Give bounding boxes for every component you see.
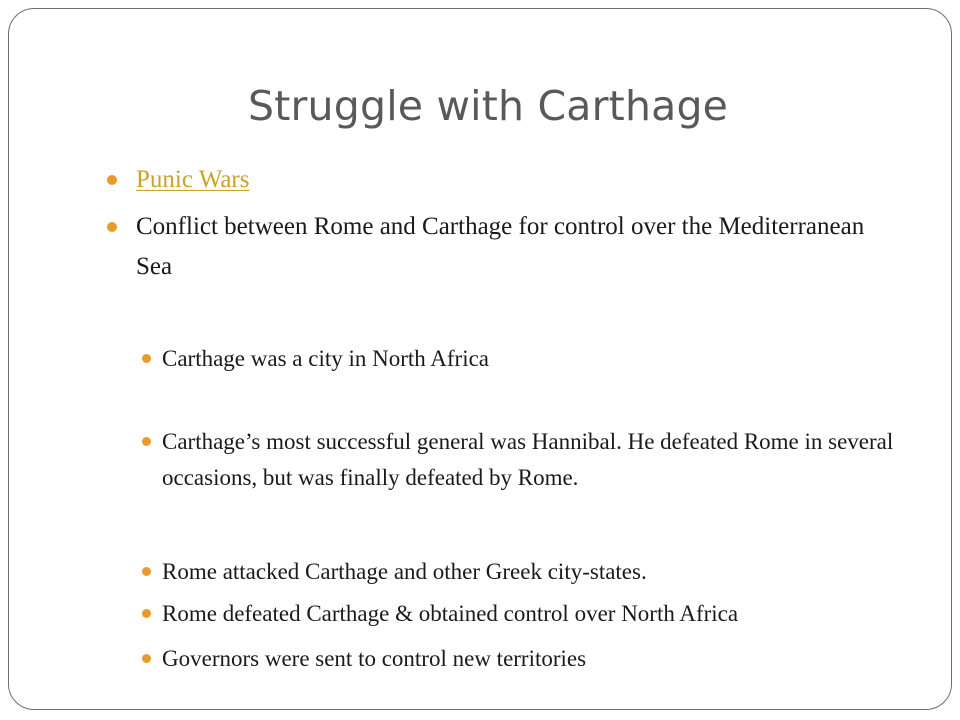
bullet-dot xyxy=(107,175,117,185)
bullet-dot xyxy=(107,222,117,232)
bullet-text: Carthage’s most successful general was Hannibal. He defeated Rome in several occasions, but was finally defeated by Rome. xyxy=(162,429,894,490)
bullet-text: Rome defeated Carthage & obtained control over North Africa xyxy=(162,601,739,626)
bullet-dot xyxy=(142,437,151,446)
sub-bullet-defeat xyxy=(162,596,902,632)
sub-bullet-city xyxy=(162,341,902,377)
bullet-text: Rome attacked Carthage and other Greek city-states. xyxy=(162,559,647,584)
bullet-dot xyxy=(142,654,151,663)
bullet-text: Carthage was a city in North Africa xyxy=(162,346,489,371)
bullet-text: Conflict between Rome and Carthage for control over the Mediterranean Sea xyxy=(136,213,865,280)
bullet-item-conflict xyxy=(136,207,896,287)
bullet-dot xyxy=(142,609,151,618)
sub-bullet-hannibal xyxy=(162,424,902,496)
bullet-text: Governors were sent to control new territories xyxy=(162,646,587,671)
bullet-dot xyxy=(142,354,151,363)
bullet-dot xyxy=(142,567,151,576)
sub-bullet-attack xyxy=(162,554,902,590)
bullet-item-punic-wars xyxy=(136,160,896,200)
slide-title: Struggle with Carthage xyxy=(248,82,729,130)
sub-bullet-governors xyxy=(162,641,902,677)
punic-wars-link[interactable]: Punic Wars xyxy=(136,166,250,193)
